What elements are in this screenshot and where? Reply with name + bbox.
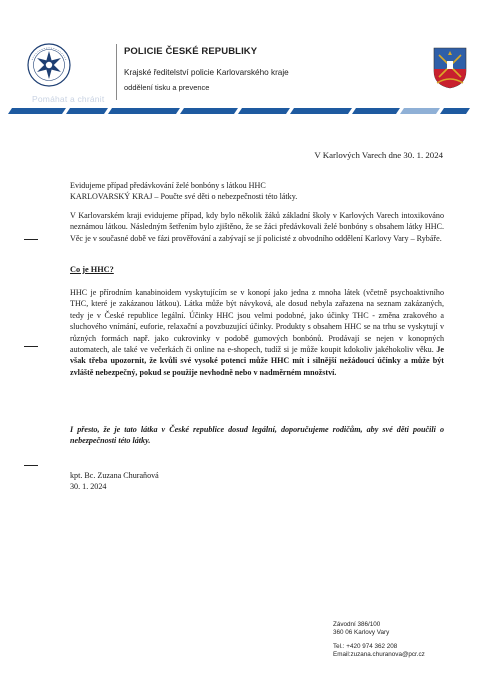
regional-crest-icon xyxy=(433,47,467,89)
subject-line-1: Evidujeme případ předávkování želé bonbóny s látkou HHC xyxy=(70,181,266,190)
paragraph-recommendation: I přesto, že je tato látka v České republice dosud legální, doporučujeme rodičům, aby své děti poučili o nebezpečnosti této látky. xyxy=(70,425,444,446)
paragraph-about-hhc-text: HHC je přírodním kanabinoidem vyskytujícím se v konopí jako jedna z mnoha látek (včetně psychoaktivního THC, které je zakázanou látkou). Látka může být návyková, ale dosud nebyla zařazena na seznam zakázaných, tedy je v České republice legální. Účinky HHC jsou velmi podobné, jako účinky THC - změna zrakového a sluchového vnímání, euforie, relaxační a povzbuzující účinky. Produkty s obsahem HHC se na trhu se vyskytují v různých formách např. jako cukrovinky v podobě gumových bonbónů. Prodávají se nejen v konopných automatech, ale také ve večerkách či online na e-shopech, tudíž si je může koupit kdokoliv jakéhokoliv věku. xyxy=(70,288,444,355)
footer-street: Závodní 386/100 xyxy=(333,621,381,628)
signature-block xyxy=(70,470,159,493)
subject xyxy=(70,180,444,203)
signature-date: 30. 1. 2024 xyxy=(70,482,107,492)
footer-city: 360 06 Karlovy Vary xyxy=(333,629,390,637)
footer-phone: Tel.: +420 974 362 208 xyxy=(333,643,398,650)
paragraph-intro: V Karlovarském kraji evidujeme případ, kdy bylo několik žáků základní školy v Karlových Varech intoxikováno neznámou látkou. Následným šetřením bylo zjištěno, že se žáci předávkovali želé bonbóny s obsahem látky HHC. Věc je v současné době ve fázi prověřování a zabývají se jí policisté z obvodního oddělení Karlovy Vary – Rybáře. xyxy=(70,211,444,243)
header-divider xyxy=(116,44,117,100)
subject-line-2: KARLOVARSKÝ KRAJ – Poučte své děti o nebezpečnosti této látky. xyxy=(70,192,298,202)
department-name: oddělení tisku a prevence xyxy=(124,83,210,92)
footer-email: Email:zuzana.churanova@pcr.cz xyxy=(333,651,425,659)
signature-name: kpt. Bc. Zuzana Churaňová xyxy=(70,471,159,480)
paragraph-about-hhc xyxy=(70,287,444,378)
margin-punch-mark xyxy=(24,346,38,347)
police-star-emblem-icon xyxy=(26,42,72,88)
footer-address xyxy=(333,621,389,637)
section-heading: Co je HHC? xyxy=(70,265,114,274)
margin-fold-mark xyxy=(24,239,38,240)
organization-name: POLICIE ČESKÉ REPUBLIKY xyxy=(124,46,258,57)
date-line: V Karlových Varech dne 30. 1. 2024 xyxy=(314,150,443,160)
footer-contact xyxy=(333,643,425,659)
logo-motto: Pomáhat a chránit xyxy=(32,94,105,104)
header-stripe-band xyxy=(0,106,495,116)
directorate-name: Krajské ředitelství policie Karlovarského kraje xyxy=(124,68,289,77)
margin-fold-mark xyxy=(24,465,38,466)
paragraph-about-hhc-warning: Je však třeba upozornit, že kvůli své vysoké potenci může HHC mít i silnější nežádoucí účinky a může být zvláště nebezpečný, pokud se použije nevhodně nebo v nadměrném množství. xyxy=(70,345,444,377)
